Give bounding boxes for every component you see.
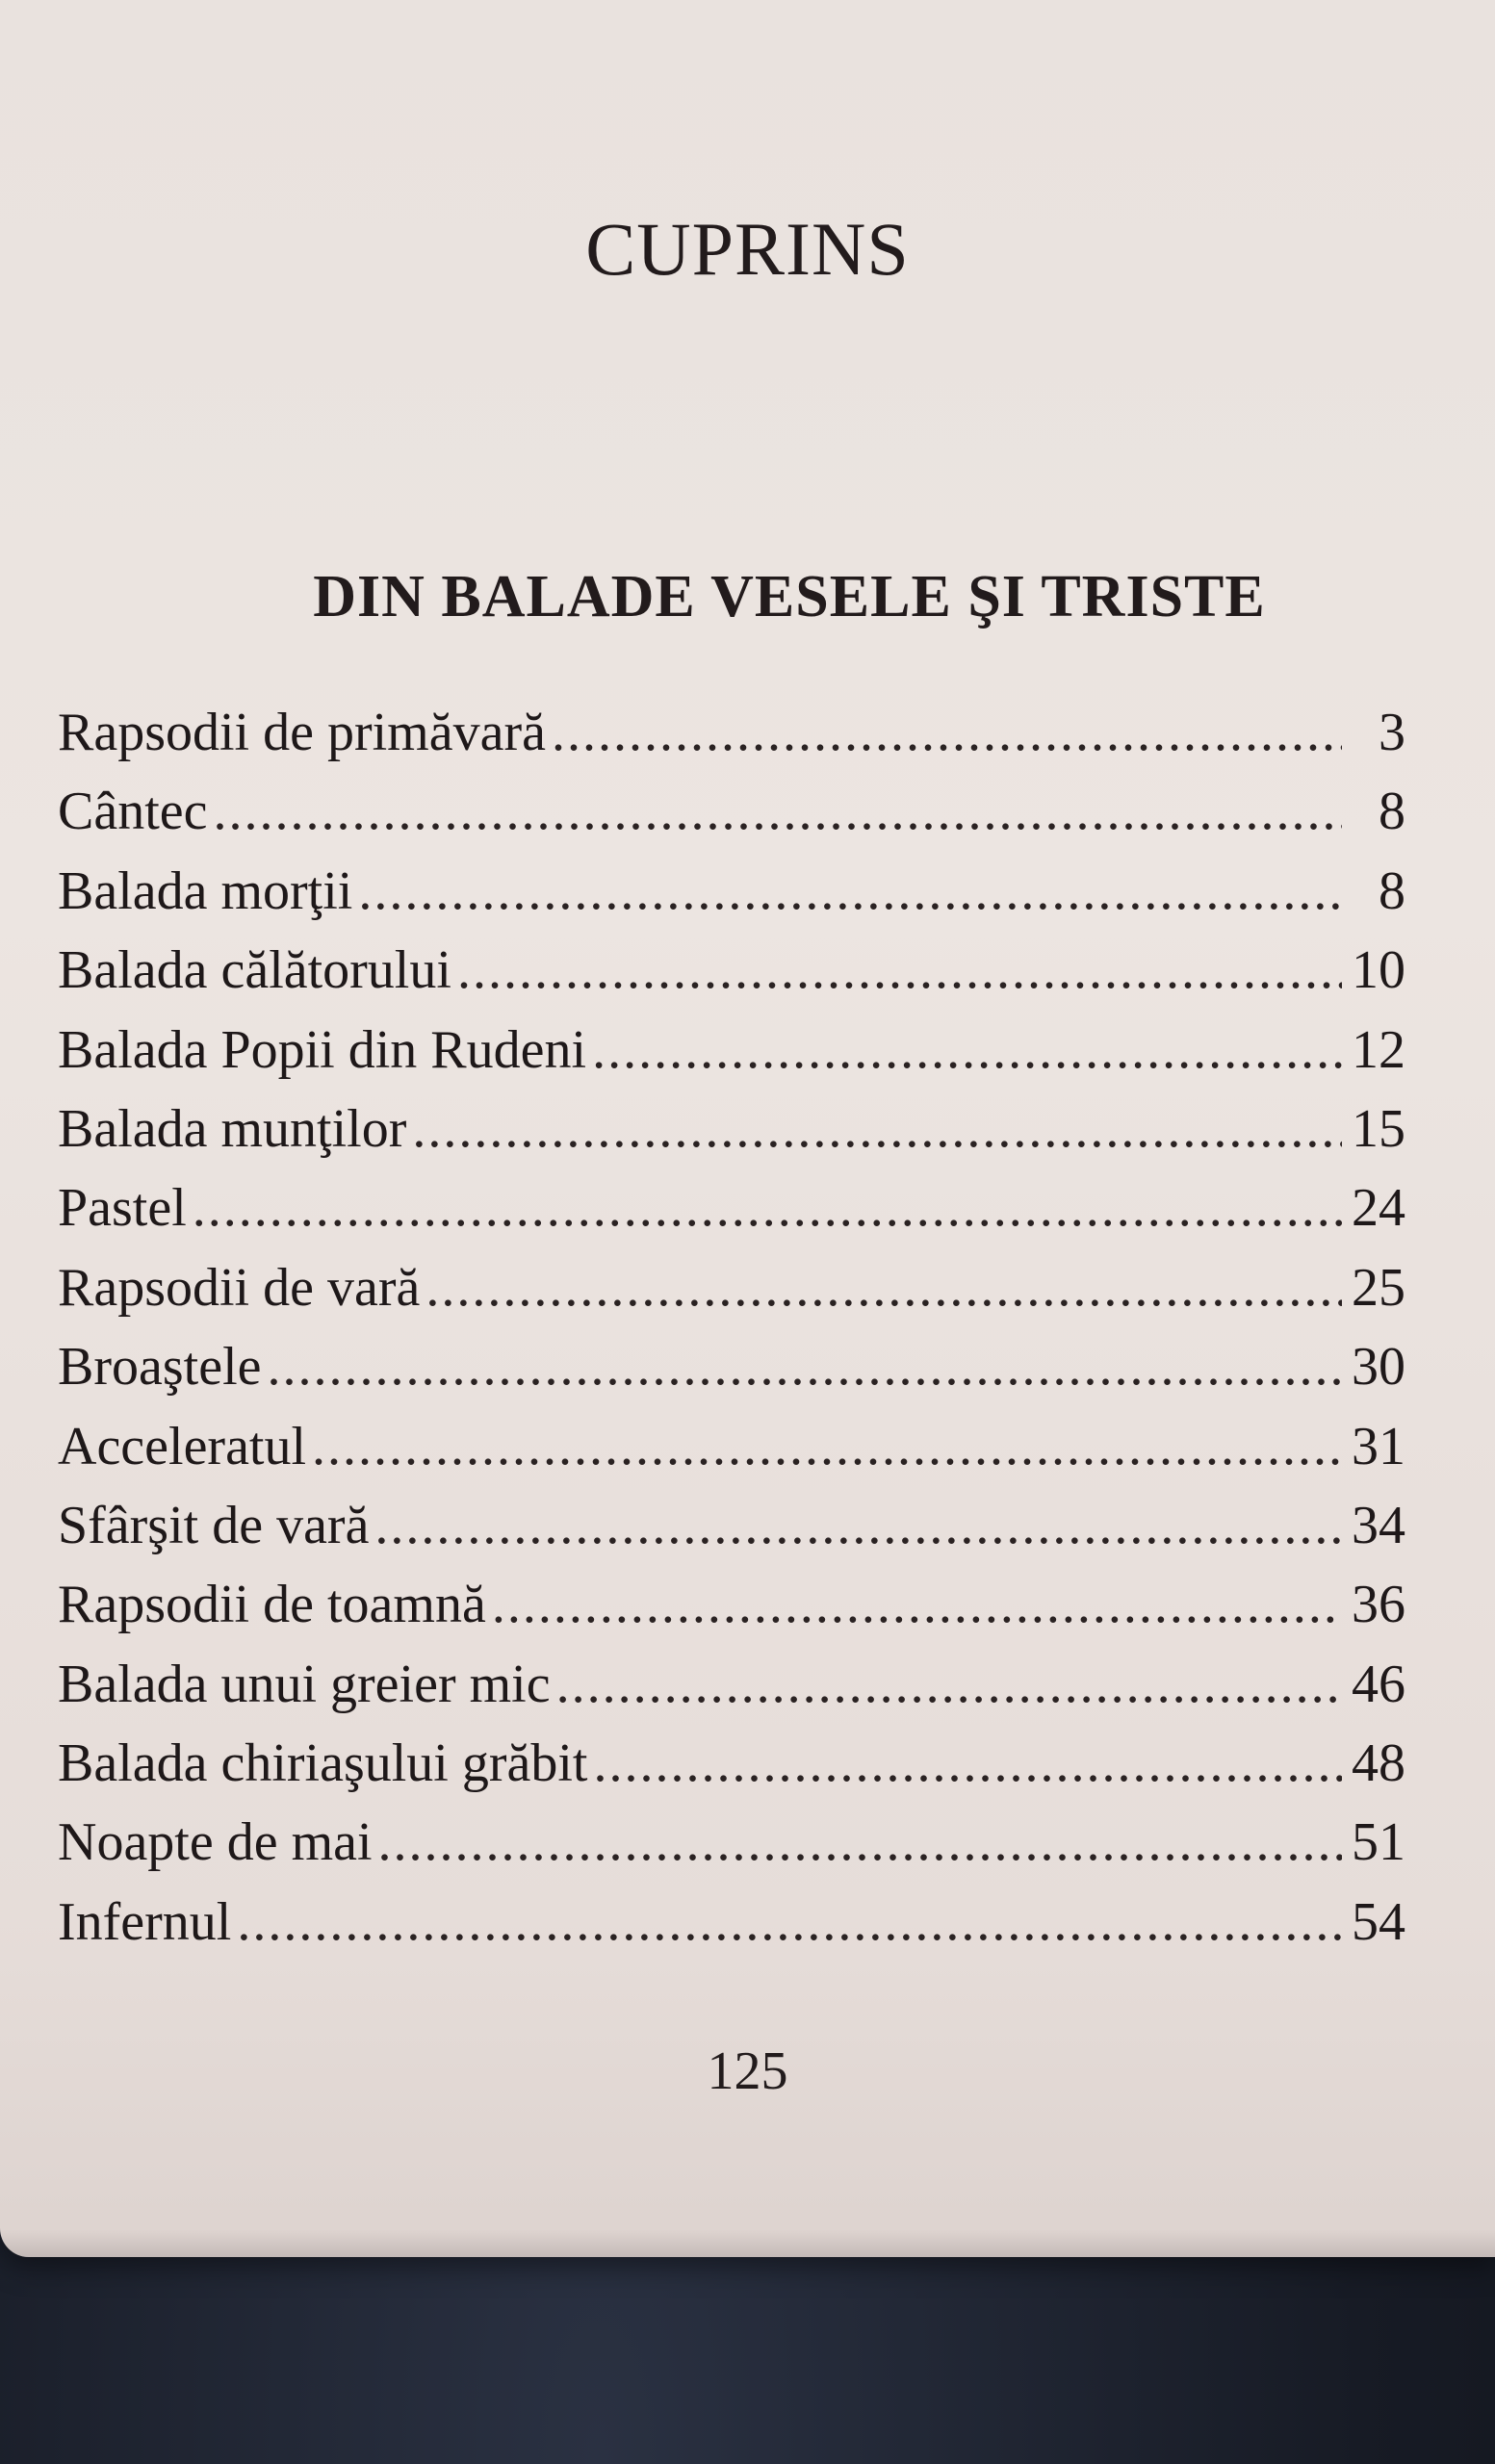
toc-entry xyxy=(58,1883,1405,1962)
dot-leader xyxy=(267,1327,1342,1406)
dot-leader xyxy=(592,1011,1342,1090)
dot-leader xyxy=(552,693,1342,772)
toc-entry-title: Rapsodii de primăvară xyxy=(58,703,546,762)
toc-entry-page: 30 xyxy=(1352,1337,1405,1398)
toc-entry-title: Balada munţilor xyxy=(58,1098,407,1159)
toc-entry-page: 54 xyxy=(1352,1891,1405,1952)
toc-entry-title: Sfârşit de vară xyxy=(58,1495,370,1555)
toc-entry-title: Balada morţii xyxy=(58,860,353,921)
toc-entry xyxy=(58,1090,1405,1168)
toc-entry-title: Broaştele xyxy=(58,1337,262,1398)
dot-leader xyxy=(412,1090,1342,1168)
toc-entry xyxy=(58,1486,1405,1565)
toc-entry-title: Rapsodii de toamnă xyxy=(58,1575,486,1635)
table-of-contents xyxy=(58,693,1405,1962)
toc-entry-page: 25 xyxy=(1352,1257,1405,1318)
toc-entry xyxy=(58,1407,1405,1486)
toc-entry-title: Noapte de mai xyxy=(58,1812,373,1873)
toc-entry-title: Pastel xyxy=(58,1178,187,1239)
dot-leader xyxy=(425,1248,1342,1327)
toc-entry xyxy=(58,1248,1405,1327)
toc-entry-title: Cântec xyxy=(58,782,208,842)
toc-entry xyxy=(58,1724,1405,1803)
toc-entry xyxy=(58,1168,1405,1247)
toc-entry-title: Balada călătorului xyxy=(58,940,451,1001)
dot-leader xyxy=(312,1407,1342,1486)
toc-entry xyxy=(58,1327,1405,1406)
dot-leader xyxy=(457,931,1342,1010)
toc-entry-page: 48 xyxy=(1352,1733,1405,1794)
toc-entry-title: Balada Popii din Rudeni xyxy=(58,1019,587,1080)
toc-entry-page: 8 xyxy=(1379,782,1405,842)
toc-entry xyxy=(58,1645,1405,1724)
toc-entry-page: 36 xyxy=(1352,1575,1405,1635)
toc-entry xyxy=(58,1803,1405,1882)
toc-entry xyxy=(58,931,1405,1010)
toc-entry xyxy=(58,1565,1405,1644)
toc-entry xyxy=(58,852,1405,931)
toc-entry-page: 51 xyxy=(1352,1812,1405,1873)
dot-leader xyxy=(374,1486,1342,1565)
dot-leader xyxy=(358,852,1342,931)
toc-entry-page: 31 xyxy=(1352,1416,1405,1476)
toc-entry-page: 12 xyxy=(1352,1019,1405,1080)
toc-entry-page: 3 xyxy=(1379,703,1405,762)
toc-entry-title: Acceleratul xyxy=(58,1416,307,1476)
toc-entry-title: Rapsodii de vară xyxy=(58,1257,421,1318)
dot-leader xyxy=(237,1883,1342,1962)
toc-entry-page: 10 xyxy=(1352,940,1405,1001)
toc-entry xyxy=(58,1011,1405,1090)
toc-entry-title: Infernul xyxy=(58,1891,232,1952)
toc-entry-page: 8 xyxy=(1379,860,1405,921)
dot-leader xyxy=(492,1565,1342,1644)
toc-entry xyxy=(58,772,1405,851)
toc-entry-page: 46 xyxy=(1352,1654,1405,1714)
dot-leader xyxy=(378,1803,1342,1882)
toc-entry-page: 34 xyxy=(1352,1495,1405,1555)
page-title: CUPRINS xyxy=(585,207,910,291)
section-title: DIN BALADE VESELE ŞI TRISTE xyxy=(313,564,1266,629)
page-edge-shadow xyxy=(0,2230,1495,2257)
dot-leader xyxy=(193,1168,1342,1247)
toc-entry xyxy=(58,693,1405,772)
dot-leader xyxy=(213,772,1342,851)
dot-leader xyxy=(556,1645,1342,1724)
toc-entry-page: 15 xyxy=(1352,1098,1405,1159)
toc-entry-title: Balada chiriaşului grăbit xyxy=(58,1733,588,1794)
page-number: 125 xyxy=(707,2041,788,2101)
toc-entry-page: 24 xyxy=(1352,1178,1405,1239)
toc-entry-title: Balada unui greier mic xyxy=(58,1654,551,1714)
dot-leader xyxy=(593,1724,1342,1803)
